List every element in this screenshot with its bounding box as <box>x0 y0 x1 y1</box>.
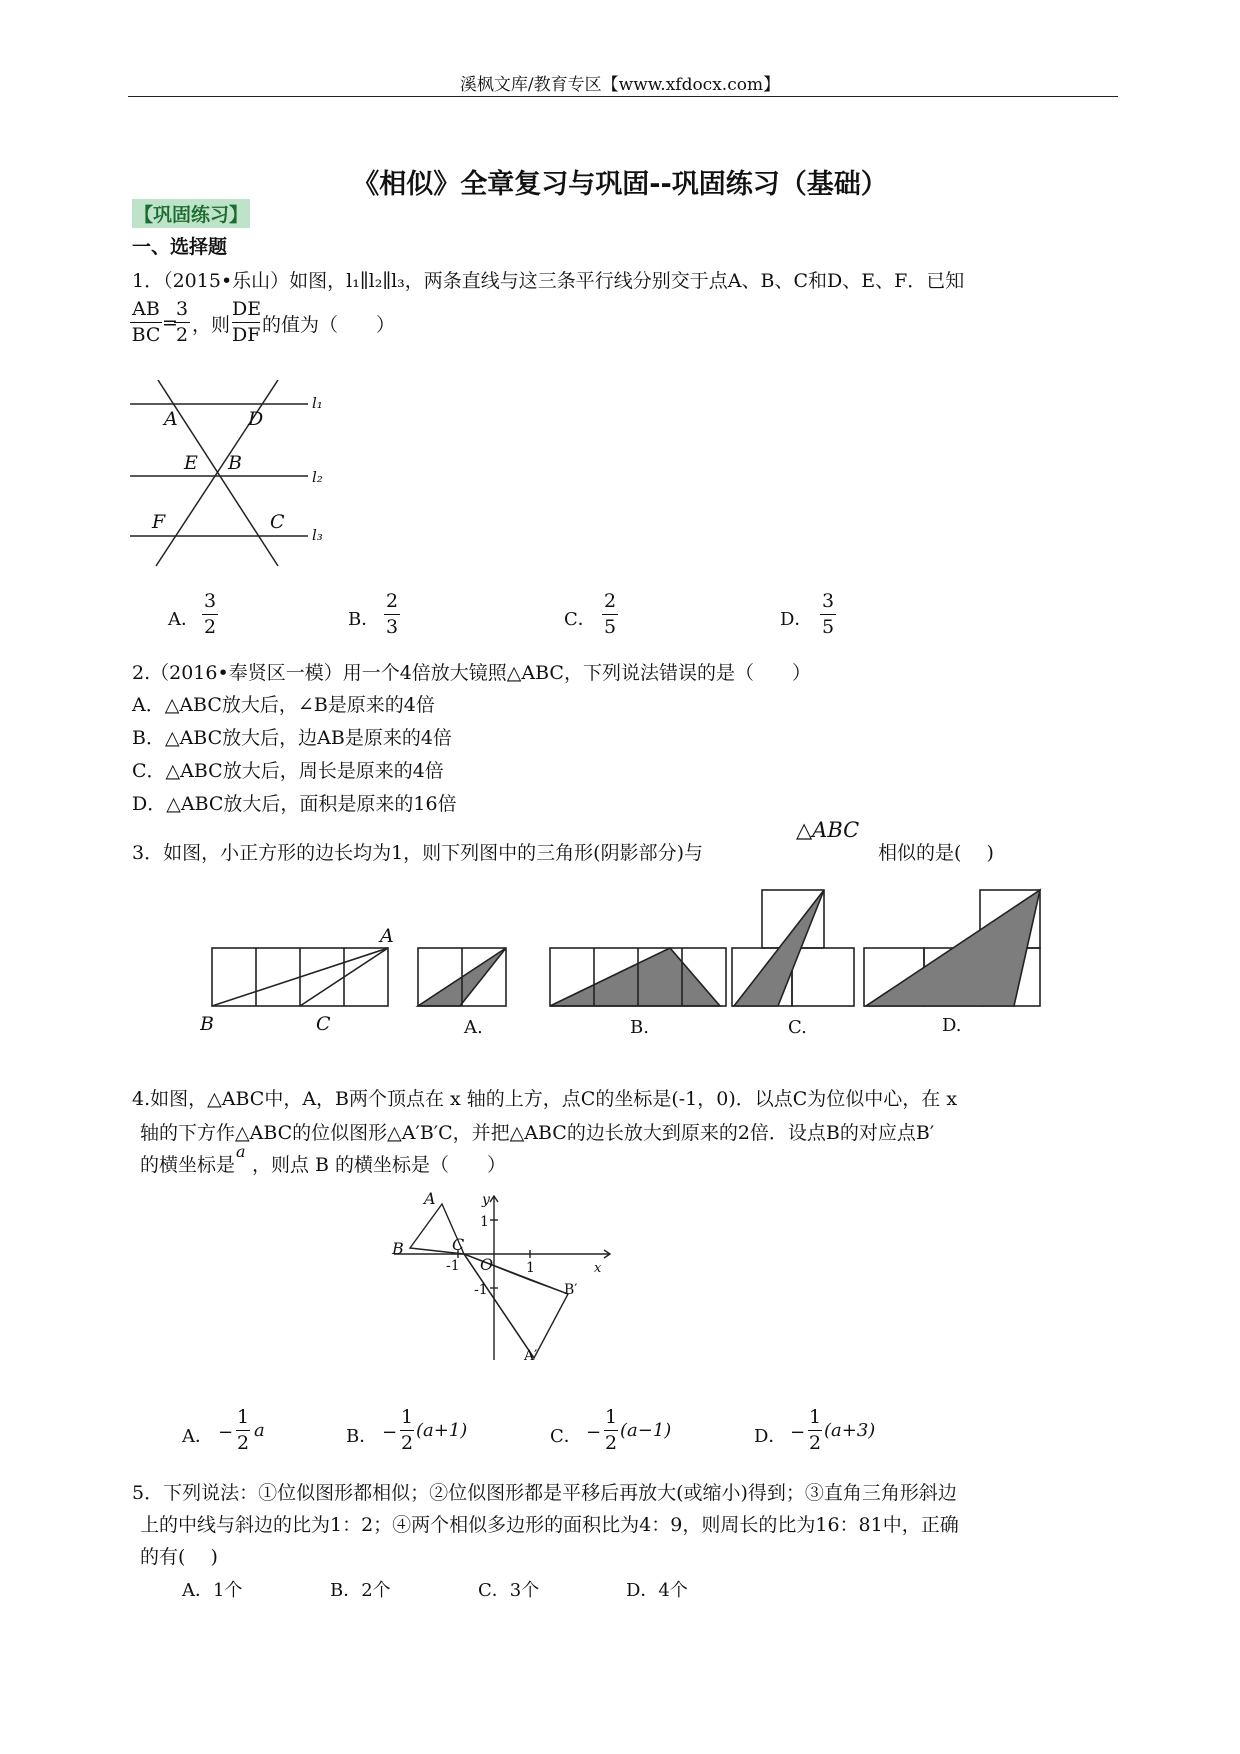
q3-option-a-label: A. <box>464 1017 483 1038</box>
q4-opt-c-den: 2 <box>604 1432 618 1454</box>
q4-variable-a: a <box>236 1142 246 1161</box>
q5-stem-line1: 5．下列说法：①位似图形都相似；②位似图形都是平移后再放大(或缩小)得到；③直角三角形斜边 <box>132 1482 957 1504</box>
q1-fraction-3-2 <box>174 300 190 345</box>
q1-equals: = <box>162 312 178 334</box>
page-header: 溪枫文库/教育专区【www.xfdocx.com】 <box>459 75 781 95</box>
q1-frac2-num: 3 <box>174 300 190 323</box>
q1-option-d-letter: D． <box>780 609 813 630</box>
q4-tick-1-x: 1 <box>526 1260 535 1276</box>
label-f: F <box>152 511 166 533</box>
q4-tick-minus1-y: -1 <box>474 1282 488 1298</box>
q2-option-c: C．△ABC放大后，周长是原来的4倍 <box>132 760 444 782</box>
q4-option-b-sign: − <box>382 1422 398 1443</box>
q4-option-a-sign: − <box>218 1422 234 1443</box>
q3-label-b: B <box>200 1013 214 1035</box>
q4-stem-line3b: ，则点 B 的横坐标是（ ） <box>252 1154 507 1176</box>
q1-then: ，则 <box>192 314 231 336</box>
q1-frac2-den: 2 <box>175 324 189 346</box>
q4-option-a-tail: a <box>254 1420 265 1441</box>
q4-label-c: C <box>452 1235 465 1254</box>
q3-label-a: A <box>380 925 394 947</box>
q1-stem-tail: 的值为（ ） <box>262 314 396 336</box>
q1-opt-c-num: 2 <box>602 592 618 615</box>
q4-option-c-letter: C． <box>550 1426 582 1447</box>
q4-axis-y-label: y <box>482 1192 490 1208</box>
q3-triangle-abc: △ABC <box>796 818 860 842</box>
q4-opt-d-den: 2 <box>808 1432 822 1454</box>
q3-option-d-label: D. <box>942 1015 962 1036</box>
q1-opt-b-num: 2 <box>384 592 400 615</box>
q1-fraction-ab-bc <box>130 300 162 345</box>
q1-frac3-den: DF <box>232 324 261 346</box>
label-c: C <box>270 511 285 533</box>
q1-option-b-fraction <box>384 592 400 637</box>
label-d: D <box>248 408 264 430</box>
q2-option-a: A．△ABC放大后，∠B是原来的4倍 <box>132 694 435 716</box>
q1-opt-a-den: 2 <box>203 616 217 638</box>
q5-option-d: D．4个 <box>626 1580 688 1601</box>
q1-opt-b-den: 3 <box>385 616 399 638</box>
q5-option-b: B．2个 <box>330 1580 391 1601</box>
q2-option-d: D．△ABC放大后，面积是原来的16倍 <box>132 793 457 815</box>
q1-opt-d-num: 3 <box>820 592 836 615</box>
q1-frac3-num: DE <box>232 300 260 323</box>
q4-option-b-letter: B． <box>346 1426 378 1447</box>
section-heading: 一、选择题 <box>132 236 228 258</box>
q4-option-d-letter: D． <box>754 1426 787 1447</box>
q3-stem-b: 相似的是( ) <box>878 842 994 864</box>
q3-option-c-label: C. <box>788 1017 807 1038</box>
q5-stem-line2: 上的中线与斜边的比为1：2；④两个相似多边形的面积比为4：9，则周长的比为16：81中，正确 <box>140 1514 959 1536</box>
q4-tick-minus1-x: -1 <box>446 1258 460 1274</box>
header-divider <box>128 96 1118 97</box>
q2-stem: 2.（2016•奉贤区一模）用一个4倍放大镜照△ABC，下列说法错误的是（ ） <box>132 662 811 684</box>
q3-grid-figures <box>200 880 1080 1050</box>
q4-option-d-tail: (a+3) <box>824 1420 876 1441</box>
q4-option-c-sign: − <box>586 1422 602 1443</box>
q4-option-c-tail: (a−1) <box>620 1420 672 1441</box>
q4-option-a-letter: A． <box>182 1426 213 1447</box>
q4-label-b: B <box>392 1239 404 1258</box>
q4-opt-b-num: 1 <box>400 1408 414 1431</box>
q1-option-d-fraction <box>820 592 836 637</box>
q4-stem-line1: 4.如图，△ABC中，A，B两个顶点在 x 轴的上方，点C的坐标是(-1，0)．以点C为位似中心，在 x <box>132 1088 958 1110</box>
q1-option-c-letter: C． <box>564 609 596 630</box>
q1-opt-d-den: 5 <box>821 616 835 638</box>
q4-option-c-fraction <box>604 1408 618 1453</box>
q3-option-b-label: B. <box>630 1017 649 1038</box>
q4-opt-a-num: 1 <box>236 1408 250 1431</box>
q5-stem-line3: 的有( ) <box>140 1546 218 1568</box>
q1-frac1-num: AB <box>130 300 162 323</box>
label-l2: l₂ <box>312 468 323 486</box>
q4-label-a: A <box>424 1190 436 1208</box>
q4-option-d-fraction <box>808 1408 822 1453</box>
q1-parallel-lines-figure <box>128 380 348 580</box>
q5-option-c: C．3个 <box>478 1580 540 1601</box>
label-a: A <box>164 408 178 430</box>
q4-opt-b-den: 2 <box>400 1432 414 1454</box>
section-badge: 【巩固练习】 <box>132 199 250 228</box>
q4-option-b-tail: (a+1) <box>416 1420 468 1441</box>
q3-label-c: C <box>316 1013 331 1035</box>
q1-option-b-letter: B． <box>348 609 380 630</box>
q1-option-a-letter: A． <box>168 609 199 630</box>
q4-opt-a-den: 2 <box>236 1432 250 1454</box>
q4-axis-x-label: x <box>594 1261 602 1276</box>
q4-option-d-sign: − <box>790 1422 806 1443</box>
label-l1: l₁ <box>312 394 323 412</box>
q4-label-b-prime: B′ <box>564 1282 578 1298</box>
q2-option-b: B．△ABC放大后，边AB是原来的4倍 <box>132 727 452 749</box>
q1-option-c-fraction <box>602 592 618 637</box>
q4-option-b-fraction <box>400 1408 414 1453</box>
q5-option-a: A．1个 <box>182 1580 243 1601</box>
label-l3: l₃ <box>312 526 323 544</box>
q4-tick-1-y: 1 <box>480 1214 489 1230</box>
q4-option-a-fraction <box>236 1408 250 1453</box>
page-title: 《相似》全章复习与巩固--巩固练习（基础） <box>352 169 888 200</box>
q1-stem-line1: 1．（2015•乐山）如图，l₁∥l₂∥l₃，两条直线与这三条平行线分别交于点A、B、C和D、E、F．已知 <box>132 270 965 292</box>
q4-label-origin: O <box>480 1255 494 1274</box>
q1-fraction-de-df <box>232 300 260 345</box>
option-b-triangle <box>550 948 720 1006</box>
q4-opt-d-num: 1 <box>808 1408 822 1431</box>
q4-label-a-prime: A′ <box>524 1348 538 1364</box>
label-e: E <box>184 452 198 474</box>
q1-opt-a-num: 3 <box>202 592 218 615</box>
q4-stem-line3a: 的横坐标是 <box>140 1154 236 1176</box>
q3-stem-a: 3．如图，小正方形的边长均为1，则下列图中的三角形(阴影部分)与 <box>132 842 704 864</box>
q1-opt-c-den: 5 <box>603 616 617 638</box>
q4-coordinate-figure <box>390 1190 620 1370</box>
label-b: B <box>228 452 242 474</box>
q1-frac1-den: BC <box>131 324 161 346</box>
q1-option-a-fraction <box>202 592 218 637</box>
q4-opt-c-num: 1 <box>604 1408 618 1431</box>
q4-stem-line2: 轴的下方作△ABC的位似图形△A′B′C，并把△ABC的边长放大到原来的2倍．设点B的对应点B′ <box>140 1122 935 1144</box>
